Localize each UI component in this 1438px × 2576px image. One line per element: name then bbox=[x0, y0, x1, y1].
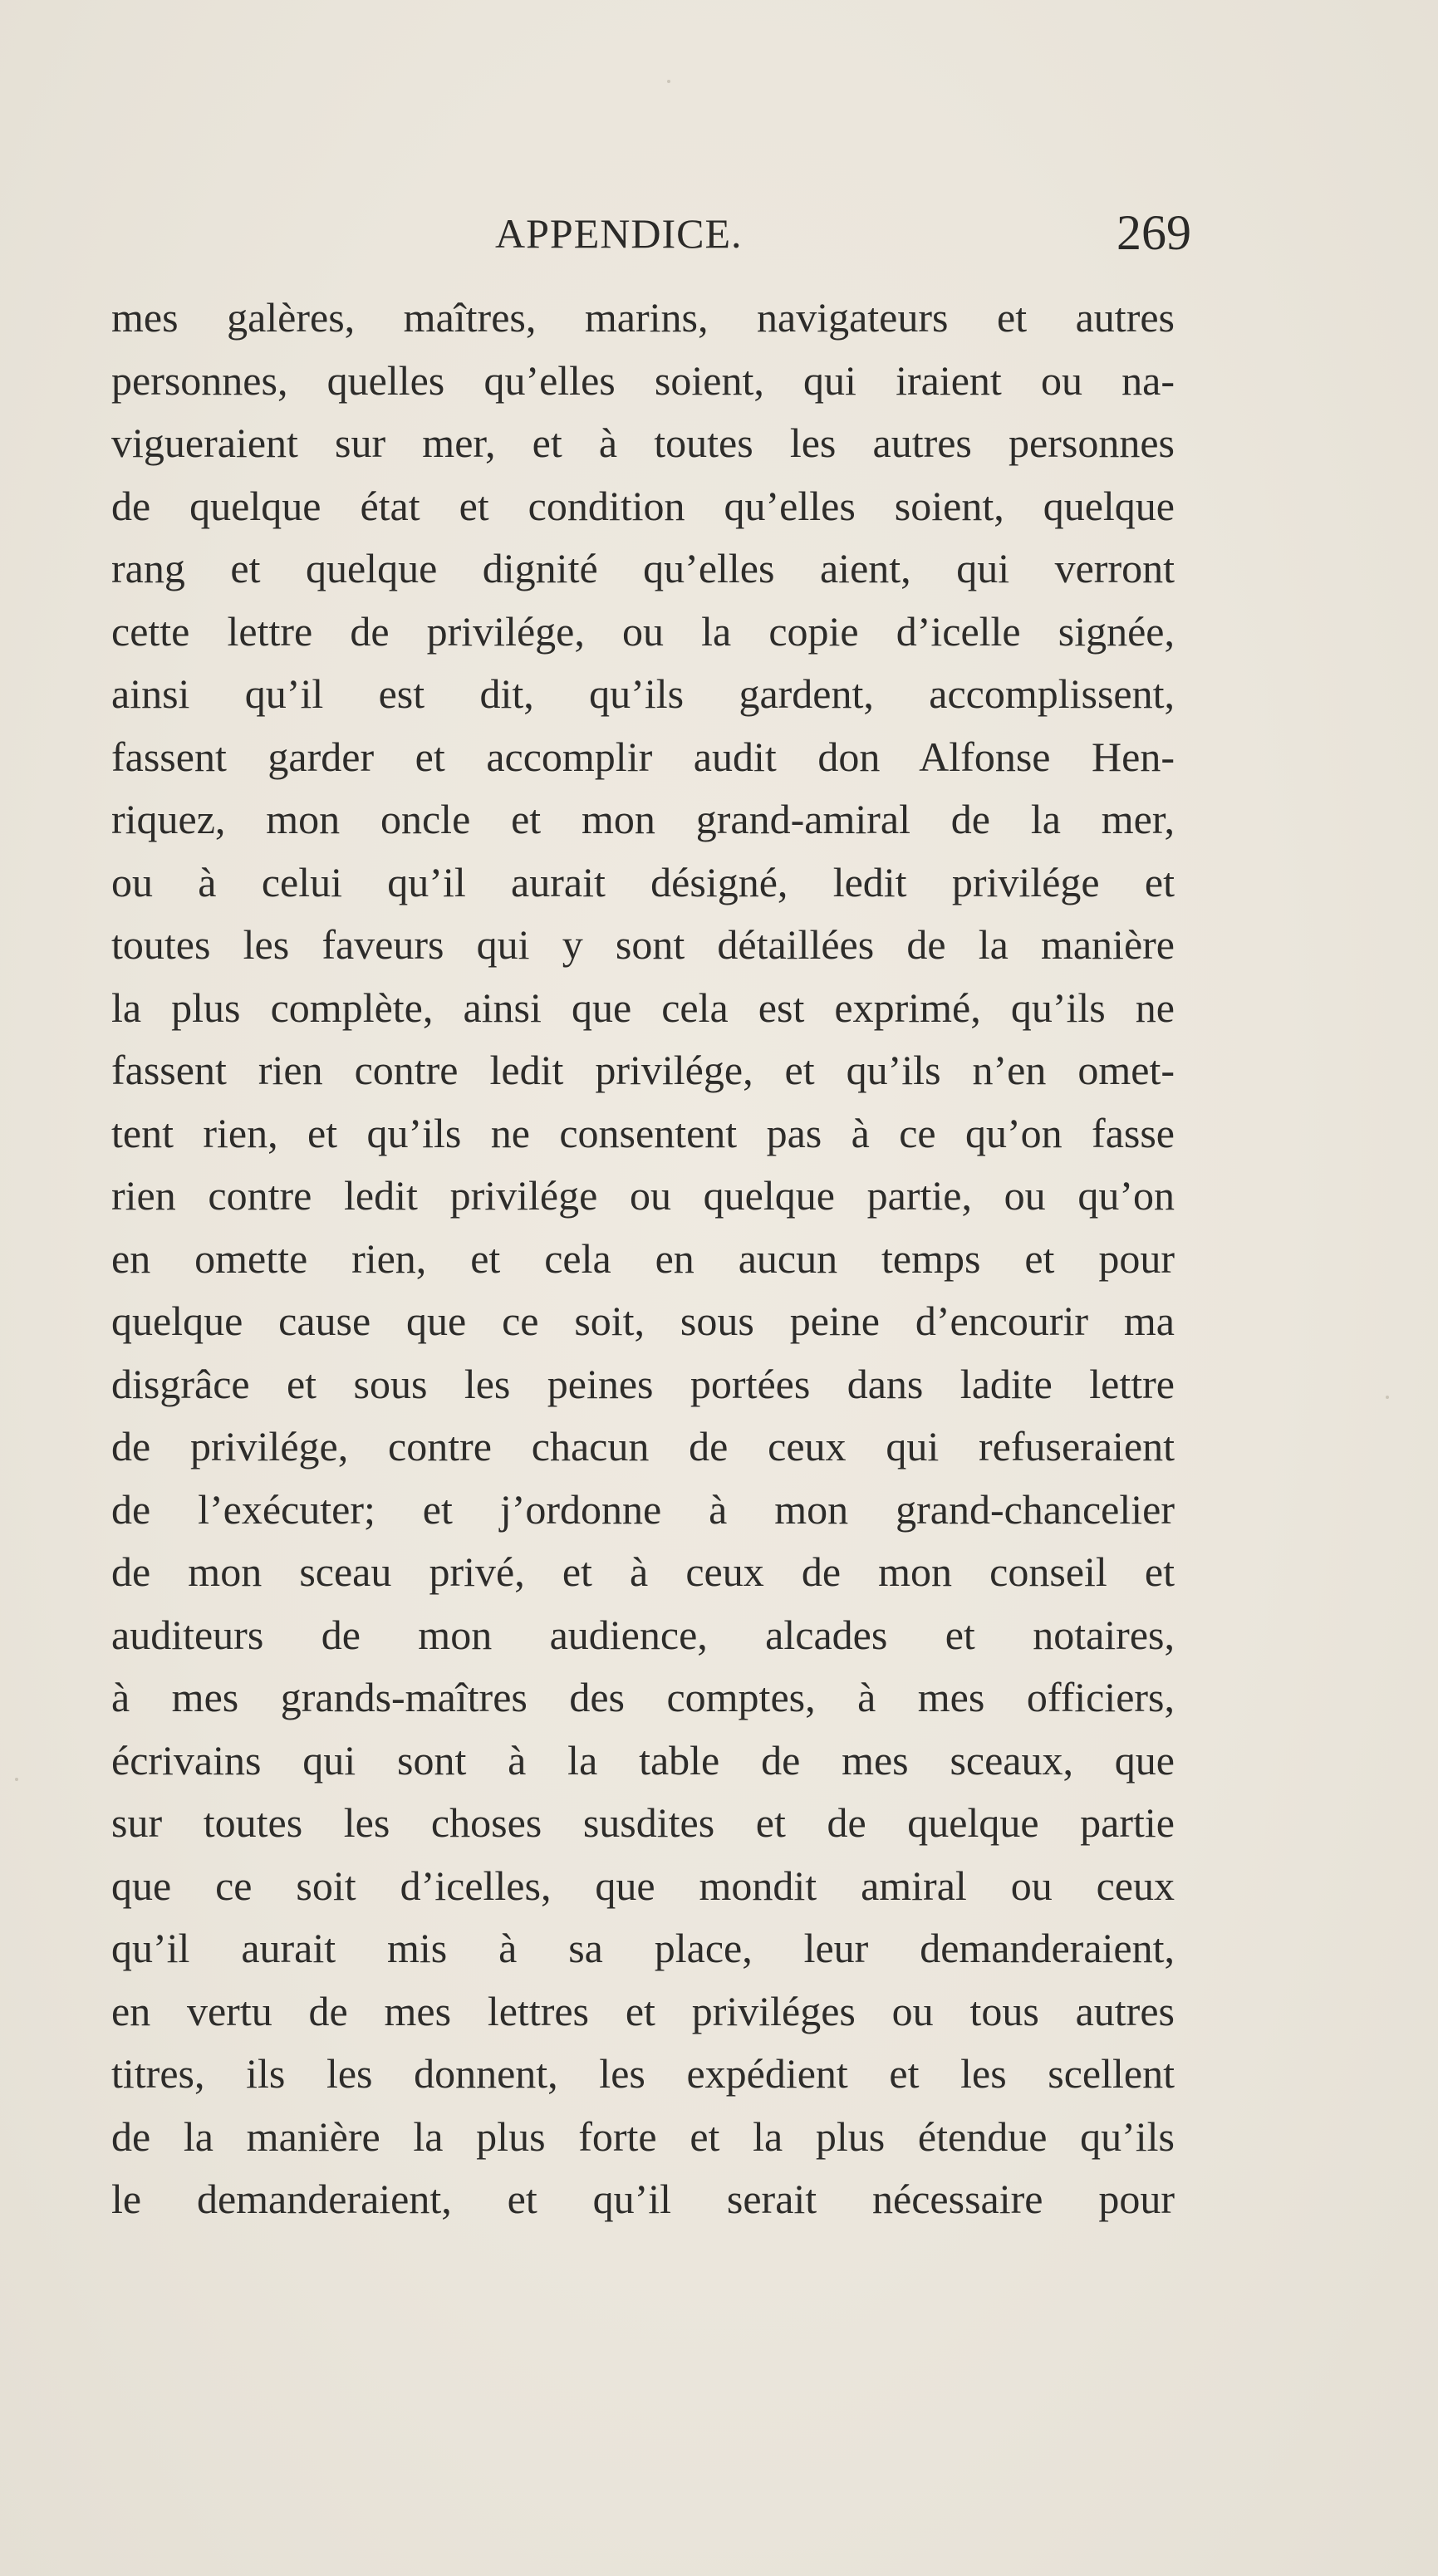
text-line: de quelque état et condition qu’elles soient, quelque bbox=[111, 482, 1175, 529]
text-line: de privilége, contre chacun de ceux qui refuseraient bbox=[111, 1423, 1175, 1470]
text-line: de mon sceau privé, et à ceux de mon conseil et bbox=[111, 1548, 1175, 1595]
text-line: disgrâce et sous les peines portées dans ladite lettre bbox=[111, 1360, 1175, 1407]
text-line: en omette rien, et cela en aucun temps et pour bbox=[111, 1234, 1175, 1282]
body-text bbox=[111, 287, 1175, 2231]
text-line: vigueraient sur mer, et à toutes les autres personnes bbox=[111, 420, 1175, 466]
text-line: écrivains qui sont à la table de mes sceaux, que bbox=[111, 1736, 1175, 1784]
text-line: riquez, mon oncle et mon grand-amiral de la mer, bbox=[111, 796, 1175, 842]
text-line: sur toutes les choses susdites et de quelque partie bbox=[111, 1799, 1175, 1846]
text-line: en vertu de mes lettres et priviléges ou tous autres bbox=[111, 1987, 1175, 2034]
text-line: fassent rien contre ledit privilége, et qu’ils n’en omet- bbox=[111, 1047, 1175, 1093]
paper-speck bbox=[667, 80, 670, 83]
text-line: toutes les faveurs qui y sont détaillées de la manière bbox=[111, 921, 1175, 968]
text-line: personnes, quelles qu’elles soient, qui iraient ou na- bbox=[111, 356, 1175, 404]
text-line: rang et quelque dignité qu’elles aient, qui verront bbox=[111, 545, 1175, 591]
text-line: cette lettre de privilége, ou la copie d’icelle signée, bbox=[111, 607, 1175, 655]
paper-speck bbox=[1386, 1396, 1389, 1399]
text-line: que ce soit d’icelles, que mondit amiral ou ceux bbox=[111, 1862, 1175, 1909]
text-line: ainsi qu’il est dit, qu’ils gardent, accomplissent, bbox=[111, 670, 1175, 717]
text-line: quelque cause que ce soit, sous peine d’encourir ma bbox=[111, 1298, 1175, 1344]
text-line: tent rien, et qu’ils ne consentent pas à ce qu’on fasse bbox=[111, 1109, 1175, 1156]
text-line: qu’il aurait mis à sa place, leur demanderaient, bbox=[111, 1925, 1175, 1971]
page-number: 269 bbox=[1117, 205, 1191, 260]
text-line: la plus complète, ainsi que cela est exprimé, qu’ils ne bbox=[111, 984, 1175, 1031]
text-line: de la manière la plus forte et la plus étendue qu’ils bbox=[111, 2112, 1175, 2160]
text-line: ou à celui qu’il aurait désigné, ledit privilége et bbox=[111, 858, 1175, 905]
text-line: le demanderaient, et qu’il serait nécessaire pour bbox=[111, 2176, 1175, 2222]
running-head bbox=[111, 205, 1191, 276]
text-line: de l’exécuter; et j’ordonne à mon grand-chancelier bbox=[111, 1485, 1175, 1533]
text-line: auditeurs de mon audience, alcades et notaires, bbox=[111, 1611, 1175, 1658]
paper-speck bbox=[15, 1778, 18, 1781]
text-line: à mes grands-maîtres des comptes, à mes officiers, bbox=[111, 1674, 1175, 1720]
running-title: APPENDICE. bbox=[495, 210, 743, 257]
text-line: fassent garder et accomplir audit don Alfonse Hen- bbox=[111, 733, 1175, 780]
text-line: titres, ils les donnent, les expédient et les scellent bbox=[111, 2050, 1175, 2097]
text-line: mes galères, maîtres, marins, navigateurs et autres bbox=[111, 294, 1175, 341]
text-line: rien contre ledit privilége ou quelque partie, ou qu’on bbox=[111, 1172, 1175, 1219]
